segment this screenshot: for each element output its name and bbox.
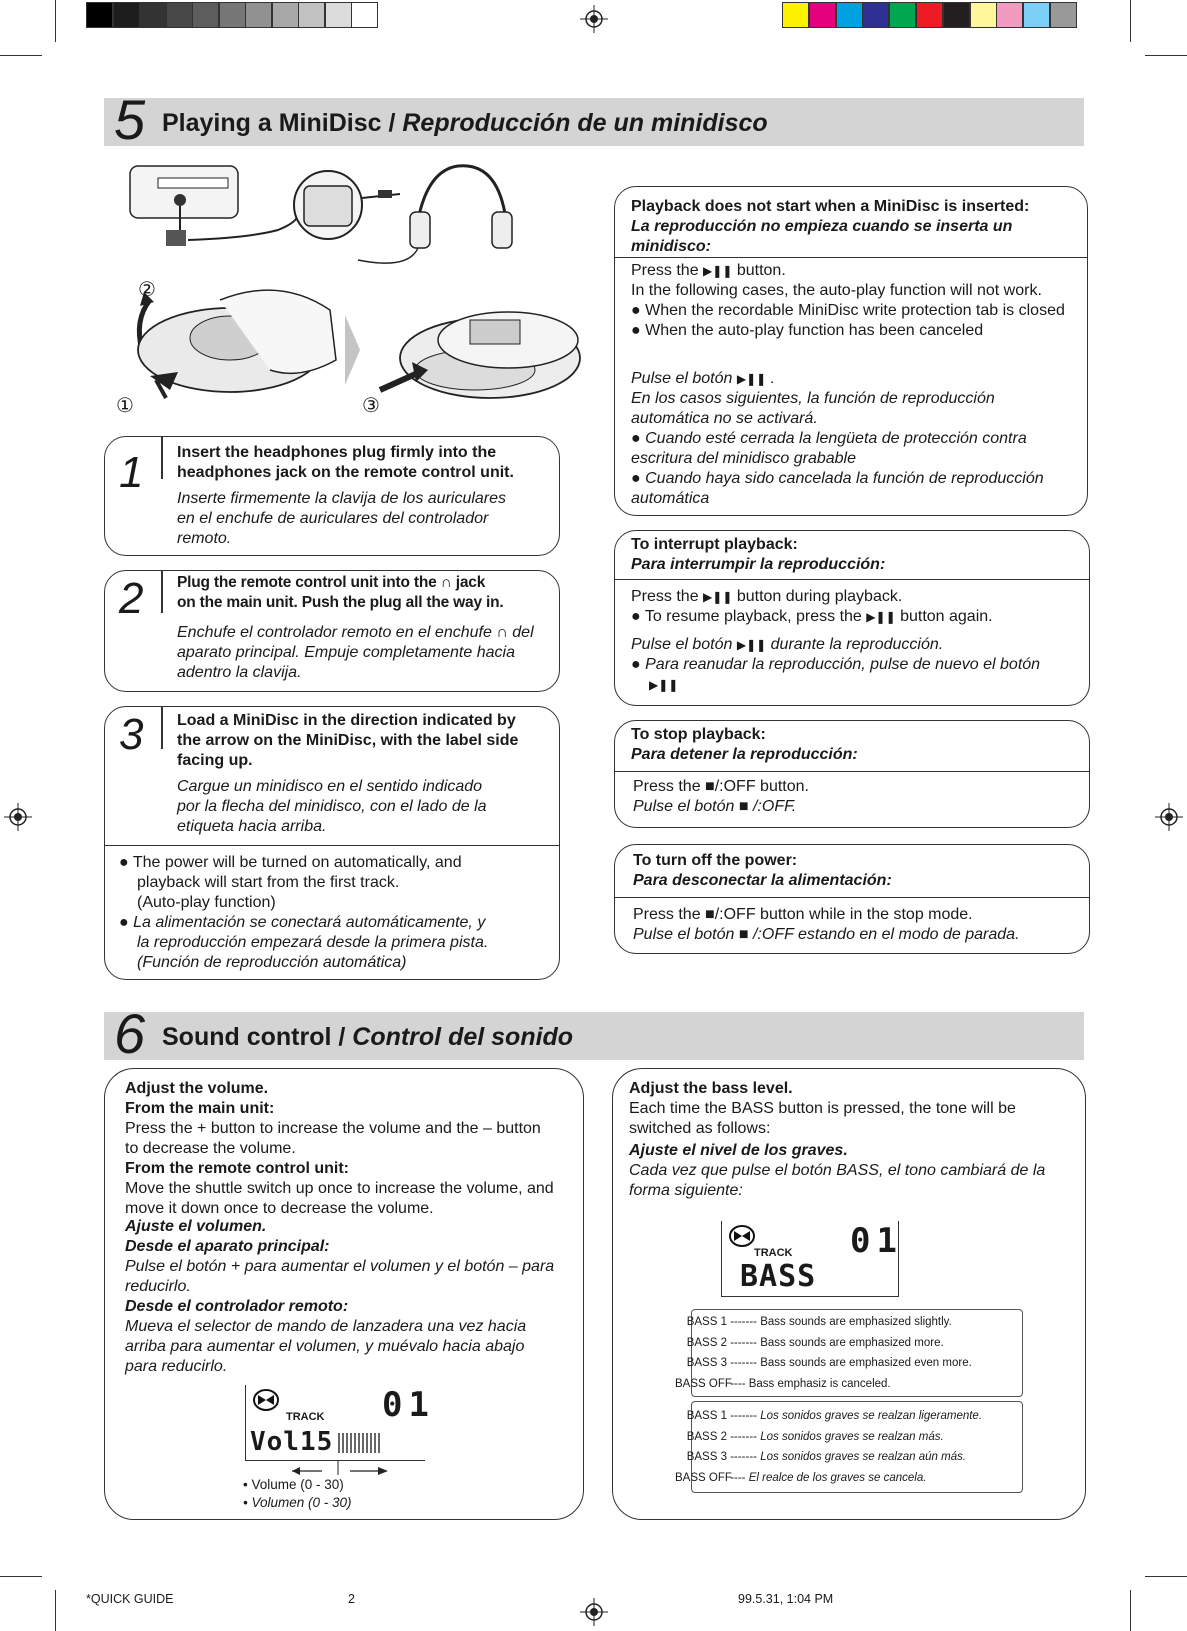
- box-title-es: Para detener la reproducción:: [631, 746, 858, 763]
- bass-level-row: [675, 1356, 972, 1370]
- crop-mark: [0, 1576, 42, 1577]
- box-title-es: Para interrumpir la reproducción:: [631, 556, 886, 573]
- step-1-box: [104, 436, 560, 556]
- body-line: Adjust the volume.: [125, 1080, 269, 1097]
- section-title: Sound control / Control del sonido: [162, 1023, 574, 1051]
- bullet-icon: ●: [119, 914, 129, 931]
- note-line: (Función de reproducción automática): [137, 954, 407, 971]
- lcd-track-number: 01: [850, 1221, 903, 1261]
- body-line: Pulse el botón ▶❚❚ .: [631, 370, 776, 387]
- grayscale-swatch: [298, 2, 325, 28]
- body-line: ● When the recordable MiniDisc write protection tab is closed: [631, 302, 1065, 319]
- step-3-box: [104, 706, 560, 980]
- body-line: From the remote control unit:: [125, 1160, 349, 1177]
- stop-icon: ■: [738, 798, 749, 815]
- bass-level-text: Los sonidos graves se realzan ligeramente.: [760, 1410, 983, 1422]
- color-swatch: [862, 2, 889, 28]
- bass-level-row: [675, 1409, 982, 1423]
- lcd-track-label: TRACK: [286, 1411, 325, 1423]
- body-line: Ajuste el nivel de los graves.: [629, 1142, 848, 1159]
- volume-range-en: • Volume (0 - 30): [243, 1477, 344, 1492]
- bass-level-dash: -------: [727, 1336, 761, 1349]
- registration-mark-icon: [580, 1598, 608, 1626]
- play-pause-icon: ▶❚❚: [703, 264, 733, 278]
- box-title: To stop playback:: [631, 726, 766, 743]
- box-body-es: [631, 635, 1075, 695]
- section-title: Playing a MiniDisc / Reproducción de un minidisco: [162, 109, 768, 137]
- step-2-spanish: Enchufe el controlador remoto en el enchufe ∩ del aparato principal. Empuje completamente hacia adentro la clavija.: [177, 624, 534, 681]
- step-3-spanish: Cargue un minidisco en el sentido indicado por la flecha del minidisco, con el lado de la etiqueta hacia arriba.: [177, 778, 487, 835]
- interrupt-playback-box: [614, 530, 1090, 706]
- section-5-header: [104, 88, 1084, 151]
- color-swatch: [1023, 2, 1050, 28]
- color-swatch: [809, 2, 836, 28]
- registration-mark-icon: [4, 803, 32, 831]
- bass-level-dash: -------: [727, 1316, 761, 1328]
- illustration-label-3: ③: [362, 395, 380, 417]
- body-line: Each time the BASS button is pressed, the tone will be switched as follows:: [629, 1100, 1016, 1137]
- divider: [105, 845, 559, 846]
- crop-mark: [1130, 1590, 1131, 1631]
- stop-icon: ■: [705, 906, 715, 923]
- lcd-level-bar: [338, 1433, 380, 1453]
- bass-level-text: El realce de los graves se cancela.: [748, 1471, 927, 1484]
- bullet-icon: ●: [631, 430, 641, 447]
- bass-level-row: [675, 1471, 926, 1485]
- illustration-label-1: ①: [116, 395, 134, 417]
- body-line: ● Para reanudar la reproducción, pulse de nuevo el botón: [631, 656, 1041, 673]
- divider: [615, 579, 1089, 580]
- color-swatch: [916, 2, 943, 28]
- body-line: Move the shuttle switch up once to increase the volume, and move it down once to decrease the volume.: [125, 1180, 554, 1217]
- bass-level-text: Los sonidos graves se realzan aún más.: [760, 1451, 967, 1463]
- body-line: ● When the auto-play function has been canceled: [631, 322, 984, 339]
- section-6-header: [104, 1002, 1084, 1065]
- step-1-english: Insert the headphones plug firmly into the headphones jack on the remote control unit.: [177, 444, 514, 481]
- grayscale-swatch: [166, 2, 193, 28]
- disc-icon: [252, 1387, 280, 1413]
- grayscale-swatch: [351, 2, 378, 28]
- body-line: Desde el controlador remoto:: [125, 1298, 349, 1315]
- body-line: Pulse el botón ▶❚❚ durante la reproducción.: [631, 636, 944, 653]
- body-line: In the following cases, the auto-play function will not work.: [631, 282, 1042, 299]
- bass-level-label: BASS 2: [686, 1430, 727, 1443]
- bass-level-label: BASS 3: [686, 1451, 727, 1463]
- volume-range-es: • Volumen (0 - 30): [243, 1495, 352, 1510]
- step-2-english: Plug the remote control unit into the ∩ jack on the main unit. Push the plug all the way in.: [177, 574, 504, 611]
- section-number: 5: [114, 88, 146, 151]
- color-swatch: [889, 2, 916, 28]
- note-line: (Auto-play function): [137, 894, 276, 911]
- bass-level-row: [675, 1450, 966, 1464]
- grayscale-swatch: [113, 2, 140, 28]
- bullet-icon: ●: [631, 302, 641, 319]
- note-line: ● La alimentación se conectará automáticamente, y: [119, 914, 486, 931]
- step-1-spanish: Inserte firmemente la clavija de los auriculares en el enchufe de auriculares del controlador remoto.: [177, 490, 507, 547]
- headphone-jack-icon: ∩: [496, 624, 508, 641]
- box-body-en: [631, 261, 1075, 341]
- footer-page-number: 2: [348, 1592, 355, 1606]
- body-line: Mueva el selector de mando de lanzadera una vez hacia arriba para aumentar el volumen, y muévalo hacia abajo para reducirlo.: [125, 1318, 527, 1375]
- lcd-bass-text: BASS: [740, 1259, 817, 1294]
- grayscale-swatch: [245, 2, 272, 28]
- color-swatch: [943, 2, 970, 28]
- step-2-box: [104, 570, 560, 692]
- bass-level-label: BASS OFF: [675, 1471, 732, 1484]
- bass-level-dash: -------: [727, 1357, 761, 1369]
- divider: [615, 771, 1089, 772]
- grayscale-swatch: [139, 2, 166, 28]
- stop-playback-box: [614, 720, 1090, 828]
- lcd-track-label: TRACK: [754, 1247, 793, 1259]
- note-line: ● The power will be turned on automatically, and: [119, 854, 462, 871]
- bass-level-row: [675, 1430, 944, 1444]
- section-number: 6: [114, 1002, 146, 1065]
- bullet-icon: ●: [631, 322, 641, 339]
- bass-level-text: Los sonidos graves se realzan más.: [760, 1430, 944, 1443]
- bass-level-dash: -------: [727, 1451, 761, 1463]
- bullet-icon: ●: [631, 656, 641, 673]
- step-divider: [161, 707, 163, 749]
- disc-icon: [728, 1223, 756, 1249]
- note-line: playback will start from the first track.: [137, 874, 400, 891]
- play-pause-icon: ▶❚❚: [736, 372, 767, 386]
- divider: [615, 257, 1087, 258]
- crop-mark: [55, 0, 56, 42]
- body-line: En los casos siguientes, la función de reproducción automática no se activará.: [631, 390, 995, 427]
- divider: [615, 897, 1089, 898]
- body-line: From the main unit:: [125, 1100, 275, 1117]
- crop-mark: [0, 55, 42, 56]
- bass-box: [612, 1068, 1086, 1520]
- box-title-es: Para desconectar la alimentación:: [633, 872, 892, 889]
- bass-level-label: BASS 1: [686, 1410, 727, 1422]
- step-number: 2: [119, 574, 144, 623]
- body-line: ● To resume playback, press the ▶❚❚ button again.: [631, 608, 993, 625]
- bass-level-dash: ----: [727, 1377, 749, 1390]
- body-line: Cada vez que pulse el botón BASS, el tono cambiará de la forma siguiente:: [629, 1162, 1046, 1199]
- box-body-es: [631, 369, 1075, 509]
- stop-icon: ■: [705, 778, 715, 795]
- bass-spanish: [629, 1141, 1059, 1201]
- headphones-connection-illustration: [128, 160, 548, 280]
- color-swatch: [836, 2, 863, 28]
- bass-lcd-display: [721, 1221, 903, 1297]
- bass-level-label: BASS 3: [686, 1357, 727, 1369]
- footer-guide-label: *QUICK GUIDE: [86, 1592, 174, 1606]
- body-line: [631, 675, 1075, 695]
- crop-mark: [1145, 1576, 1187, 1577]
- color-swatch: [996, 2, 1023, 28]
- footer-date: 99.5.31, 1:04 PM: [738, 1592, 834, 1606]
- play-pause-icon: ▶❚❚: [703, 590, 733, 604]
- step-divider: [161, 437, 163, 479]
- box-title: Playback does not start when a MiniDisc is inserted:: [631, 198, 1030, 215]
- grayscale-swatch: [325, 2, 352, 28]
- body-line: Desde el aparato principal:: [125, 1238, 330, 1255]
- grayscale-swatch: [219, 2, 246, 28]
- color-swatch: [1050, 2, 1077, 28]
- box-body-es: Pulse el botón ■ /:OFF estando en el modo de parada.: [633, 926, 1020, 943]
- box-title: To interrupt playback:: [631, 536, 798, 553]
- body-line: Ajuste el volumen.: [125, 1218, 267, 1235]
- box-title: To turn off the power:: [633, 852, 798, 869]
- box-body-en: [631, 587, 1075, 627]
- box-body-en: Press the ■/:OFF button while in the stop mode.: [633, 906, 973, 923]
- body-line: ● Cuando haya sido cancelada la función de reproducción automática: [631, 470, 1044, 507]
- body-line: Adjust the bass level.: [629, 1080, 793, 1097]
- headphone-jack-icon: ∩: [440, 574, 452, 591]
- lcd-volume-text: Vol15: [250, 1427, 334, 1457]
- bass-level-label: BASS 1: [686, 1316, 727, 1328]
- bass-level-dash: ----: [727, 1471, 749, 1484]
- stop-icon: ■: [738, 926, 749, 943]
- crop-mark: [1145, 55, 1187, 56]
- note-line: la reproducción empezará desde la primera pista.: [137, 934, 489, 951]
- color-swatch: [970, 2, 997, 28]
- step-number: 1: [119, 448, 144, 497]
- play-pause-icon: ▶❚❚: [649, 678, 679, 692]
- body-line: Pulse el botón + para aumentar el volumen y el botón – para reducirlo.: [125, 1258, 555, 1295]
- bass-level-row: [675, 1377, 891, 1391]
- body-line: Press the ▶❚❚ button.: [631, 262, 786, 279]
- playback-not-start-box: [614, 186, 1088, 516]
- bass-level-dash: -------: [727, 1430, 761, 1443]
- crop-mark: [1130, 0, 1131, 42]
- volume-lcd-display: [245, 1385, 435, 1461]
- volume-range-arrow-icon: [290, 1461, 390, 1475]
- bullet-icon: ●: [631, 608, 641, 625]
- auto-play-note: [119, 853, 539, 973]
- bass-english: [629, 1079, 1059, 1139]
- body-line: Press the + button to increase the volume and the – button to decrease the volume.: [125, 1120, 541, 1157]
- illustration-label-2: ②: [138, 279, 156, 301]
- step-number: 3: [119, 710, 144, 759]
- bass-level-text: Bass sounds are emphasized slightly.: [760, 1316, 952, 1328]
- bullet-icon: ●: [631, 470, 641, 487]
- volume-spanish: [125, 1217, 555, 1377]
- bass-level-row: [675, 1315, 952, 1329]
- lcd-track-number: 01: [382, 1385, 435, 1425]
- box-body-en: Press the ■/:OFF button.: [633, 778, 809, 795]
- crop-mark: [55, 1590, 56, 1631]
- step-3-english: Load a MiniDisc in the direction indicated by the arrow on the MiniDisc, with the label side facing up.: [177, 712, 519, 769]
- bass-level-text: Bass sounds are emphasized more.: [760, 1336, 944, 1349]
- play-pause-icon: ▶❚❚: [866, 610, 896, 624]
- bass-level-text: Bass sounds are emphasized even more.: [760, 1357, 972, 1369]
- bass-level-label: BASS OFF: [675, 1377, 732, 1390]
- body-line: Press the ▶❚❚ button during playback.: [631, 588, 903, 605]
- color-swatch: [782, 2, 809, 28]
- registration-mark-icon: [580, 5, 608, 33]
- box-body-es: Pulse el botón ■ /:OFF.: [633, 798, 797, 815]
- step-divider: [161, 571, 163, 613]
- bass-level-dash: -------: [727, 1410, 761, 1422]
- box-title-es: La reproducción no empieza cuando se inserta un minidisco:: [631, 218, 1013, 255]
- bass-level-row: [675, 1336, 944, 1350]
- grayscale-swatch: [86, 2, 113, 28]
- play-pause-icon: ▶❚❚: [736, 638, 767, 652]
- bullet-icon: ●: [119, 854, 129, 871]
- volume-english: [125, 1079, 555, 1219]
- body-line: ● Cuando esté cerrada la lengüeta de protección contra escritura del minidisco grabable: [631, 430, 1027, 467]
- bass-level-text: Bass emphasiz is canceled.: [748, 1377, 891, 1390]
- turn-off-power-box: [614, 844, 1090, 954]
- grayscale-swatch: [192, 2, 219, 28]
- registration-mark-icon: [1155, 803, 1183, 831]
- bass-level-label: BASS 2: [686, 1336, 727, 1349]
- grayscale-swatch: [272, 2, 299, 28]
- volume-box: [104, 1068, 584, 1520]
